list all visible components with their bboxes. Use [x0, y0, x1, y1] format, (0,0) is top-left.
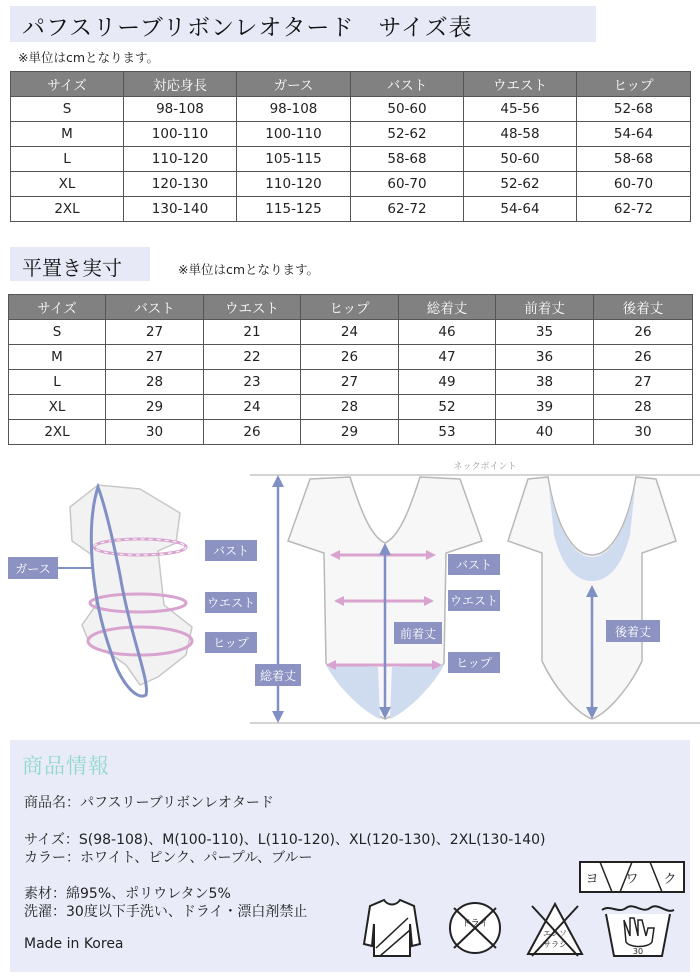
flat-table-header: ヒップ	[301, 295, 399, 320]
flat-table-cell: 46	[399, 320, 496, 345]
no-bleach-icon	[528, 904, 582, 956]
size-table-header: バスト	[351, 72, 464, 97]
flat-table-cell: 38	[496, 370, 594, 395]
size-table-cell: 60-70	[351, 172, 464, 197]
front-length-text: 前着丈	[399, 627, 437, 641]
product-info-panel	[10, 740, 690, 972]
measurement-diagram	[0, 455, 700, 735]
size-table-cell: 48-58	[464, 122, 577, 147]
size-table-row	[11, 197, 691, 222]
flat-table-row	[9, 395, 693, 420]
flat-table-cell: 27	[594, 370, 693, 395]
shade-dry-shirt-icon	[364, 900, 420, 956]
size-table-cell: 62-72	[351, 197, 464, 222]
product-info-title: 商品情報	[22, 754, 110, 778]
flat-table-cell: 26	[301, 345, 399, 370]
wash-temp-text: 30	[632, 947, 644, 956]
size-table-row	[11, 97, 691, 122]
body-figure	[70, 485, 192, 696]
total-length-text: 総着丈	[259, 669, 297, 683]
flat-table-cell: 53	[399, 420, 496, 445]
flat-table-cell: 40	[496, 420, 594, 445]
flat-table-cell: 22	[204, 345, 301, 370]
flat-table-header: 後着丈	[594, 295, 693, 320]
hip-text-right: ヒップ	[456, 656, 492, 670]
size-table-cell: 50-60	[464, 147, 577, 172]
flat-table-cell: 24	[301, 320, 399, 345]
size-table-cell: 120-130	[124, 172, 237, 197]
flat-table-row	[9, 320, 693, 345]
size-table-cell: 50-60	[351, 97, 464, 122]
bust-label-right	[448, 554, 500, 575]
size-table-cell: S	[11, 97, 124, 122]
flat-table-cell: 29	[106, 395, 204, 420]
product-name: 商品名：パフスリーブリボンレオタード	[24, 795, 274, 811]
flat-table-cell: XL	[9, 395, 106, 420]
bust-text-right: バスト	[455, 558, 493, 572]
flat-table-cell: 29	[301, 420, 399, 445]
flat-table-cell: 26	[594, 345, 693, 370]
flat-table-cell: 36	[496, 345, 594, 370]
size-table-cell: 62-72	[577, 197, 691, 222]
flat-table-cell: 27	[106, 320, 204, 345]
product-washing: 洗濯：30度以下手洗い、ドライ・漂白剤禁止	[24, 904, 308, 920]
back-garment	[508, 477, 676, 719]
size-table-cell: 54-64	[577, 122, 691, 147]
size-table-cell: 110-120	[124, 147, 237, 172]
neck-point-text: ネックポイント	[453, 462, 517, 472]
size-table-cell: XL	[11, 172, 124, 197]
flat-title: 平置き実寸	[22, 256, 122, 280]
flat-table-cell: 2XL	[9, 420, 106, 445]
care-symbols	[340, 848, 690, 968]
bust-text-left: バスト	[212, 544, 250, 558]
size-table-row	[11, 147, 691, 172]
size-table-cell: 130-140	[124, 197, 237, 222]
flat-table-cell: 30	[594, 420, 693, 445]
flat-table-row	[9, 370, 693, 395]
flat-table-header: バスト	[106, 295, 204, 320]
back-length-text: 後着丈	[614, 625, 652, 639]
girth-label	[8, 557, 94, 579]
flat-table-header: 前着丈	[496, 295, 594, 320]
flat-table-cell: 28	[301, 395, 399, 420]
size-table-header: ヒップ	[577, 72, 691, 97]
page-title: パフスリーブリボンレオタード サイズ表	[22, 15, 473, 41]
bleach-text-2: サラシ	[543, 940, 567, 949]
size-table-cell: M	[11, 122, 124, 147]
size-table-cell: 58-68	[577, 147, 691, 172]
waist-label-left	[205, 592, 257, 613]
waist-text-left: ウエスト	[206, 596, 256, 610]
size-table-header: 対応身長	[124, 72, 237, 97]
size-table-cell: 100-110	[237, 122, 351, 147]
hand-wash-icon	[602, 906, 674, 956]
product-colors: カラー：ホワイト、ピンク、パープル、ブルー	[24, 850, 313, 866]
size-table-cell: 60-70	[577, 172, 691, 197]
no-dry-clean-icon	[450, 903, 500, 953]
flat-table-cell: 35	[496, 320, 594, 345]
product-material: 素材：綿95%、ポリウレタン5%	[24, 886, 231, 902]
flat-table	[8, 294, 693, 445]
size-table-header: ガース	[237, 72, 351, 97]
flat-table-header-row	[9, 295, 693, 320]
unit-note: ※単位はcmとなります。	[18, 50, 160, 65]
flat-table-cell: 47	[399, 345, 496, 370]
flat-table-cell: 52	[399, 395, 496, 420]
flat-table-cell: 28	[594, 395, 693, 420]
hip-label-left	[205, 632, 257, 653]
size-table-cell: 52-62	[464, 172, 577, 197]
flat-table-cell: 27	[301, 370, 399, 395]
size-table-header: ウエスト	[464, 72, 577, 97]
size-table-cell: L	[11, 147, 124, 172]
size-table-cell: 54-64	[464, 197, 577, 222]
wring-char-1: ヨ	[585, 872, 599, 887]
size-table-row	[11, 122, 691, 147]
product-sizes: サイズ：S(98-108)、M(100-110)、L(110-120)、XL(120-130)、2XL(130-140)	[24, 832, 546, 848]
bust-label-left	[205, 540, 257, 561]
size-table-cell: 45-56	[464, 97, 577, 122]
flat-table-row	[9, 345, 693, 370]
flat-unit-note: ※単位はcmとなります。	[178, 262, 320, 277]
flat-table-cell: 27	[106, 345, 204, 370]
wring-char-2: ワ	[625, 872, 639, 887]
waist-label-right	[448, 590, 500, 611]
size-table-header: サイズ	[11, 72, 124, 97]
flat-table-cell: S	[9, 320, 106, 345]
size-table-cell: 98-108	[237, 97, 351, 122]
flat-table-cell: 39	[496, 395, 594, 420]
title-bar	[10, 6, 596, 42]
flat-table-cell: 49	[399, 370, 496, 395]
size-table-cell: 52-62	[351, 122, 464, 147]
total-length-arrow	[255, 475, 301, 723]
size-table	[10, 71, 691, 222]
size-table-cell: 52-68	[577, 97, 691, 122]
flat-table-row	[9, 420, 693, 445]
flat-table-cell: 28	[106, 370, 204, 395]
flat-table-cell: 26	[594, 320, 693, 345]
size-table-row	[11, 172, 691, 197]
size-table-cell: 115-125	[237, 197, 351, 222]
size-table-header-row	[11, 72, 691, 97]
flat-title-bar	[10, 247, 150, 281]
dry-text: ドライ	[461, 919, 489, 929]
wring-char-3: ク	[663, 872, 677, 887]
bleach-text-1: エンソ	[543, 929, 567, 938]
girth-text: ガース	[15, 562, 51, 576]
size-table-cell: 98-108	[124, 97, 237, 122]
flat-table-cell: 23	[204, 370, 301, 395]
flat-table-cell: 21	[204, 320, 301, 345]
size-table-cell: 110-120	[237, 172, 351, 197]
flat-table-cell: 30	[106, 420, 204, 445]
size-table-cell: 58-68	[351, 147, 464, 172]
flat-table-cell: L	[9, 370, 106, 395]
product-origin: Made in Korea	[24, 936, 124, 952]
hip-text-left: ヒップ	[213, 636, 249, 650]
flat-table-header: サイズ	[9, 295, 106, 320]
flat-table-header: 総着丈	[399, 295, 496, 320]
size-table-cell: 100-110	[124, 122, 237, 147]
size-table-cell: 105-115	[237, 147, 351, 172]
flat-table-cell: 24	[204, 395, 301, 420]
waist-text-right: ウエスト	[449, 594, 499, 608]
hip-label-right	[448, 652, 500, 673]
flat-table-header: ウエスト	[204, 295, 301, 320]
flat-table-cell: 26	[204, 420, 301, 445]
flat-table-cell: M	[9, 345, 106, 370]
gentle-wring-icon	[580, 862, 684, 892]
size-table-cell: 2XL	[11, 197, 124, 222]
